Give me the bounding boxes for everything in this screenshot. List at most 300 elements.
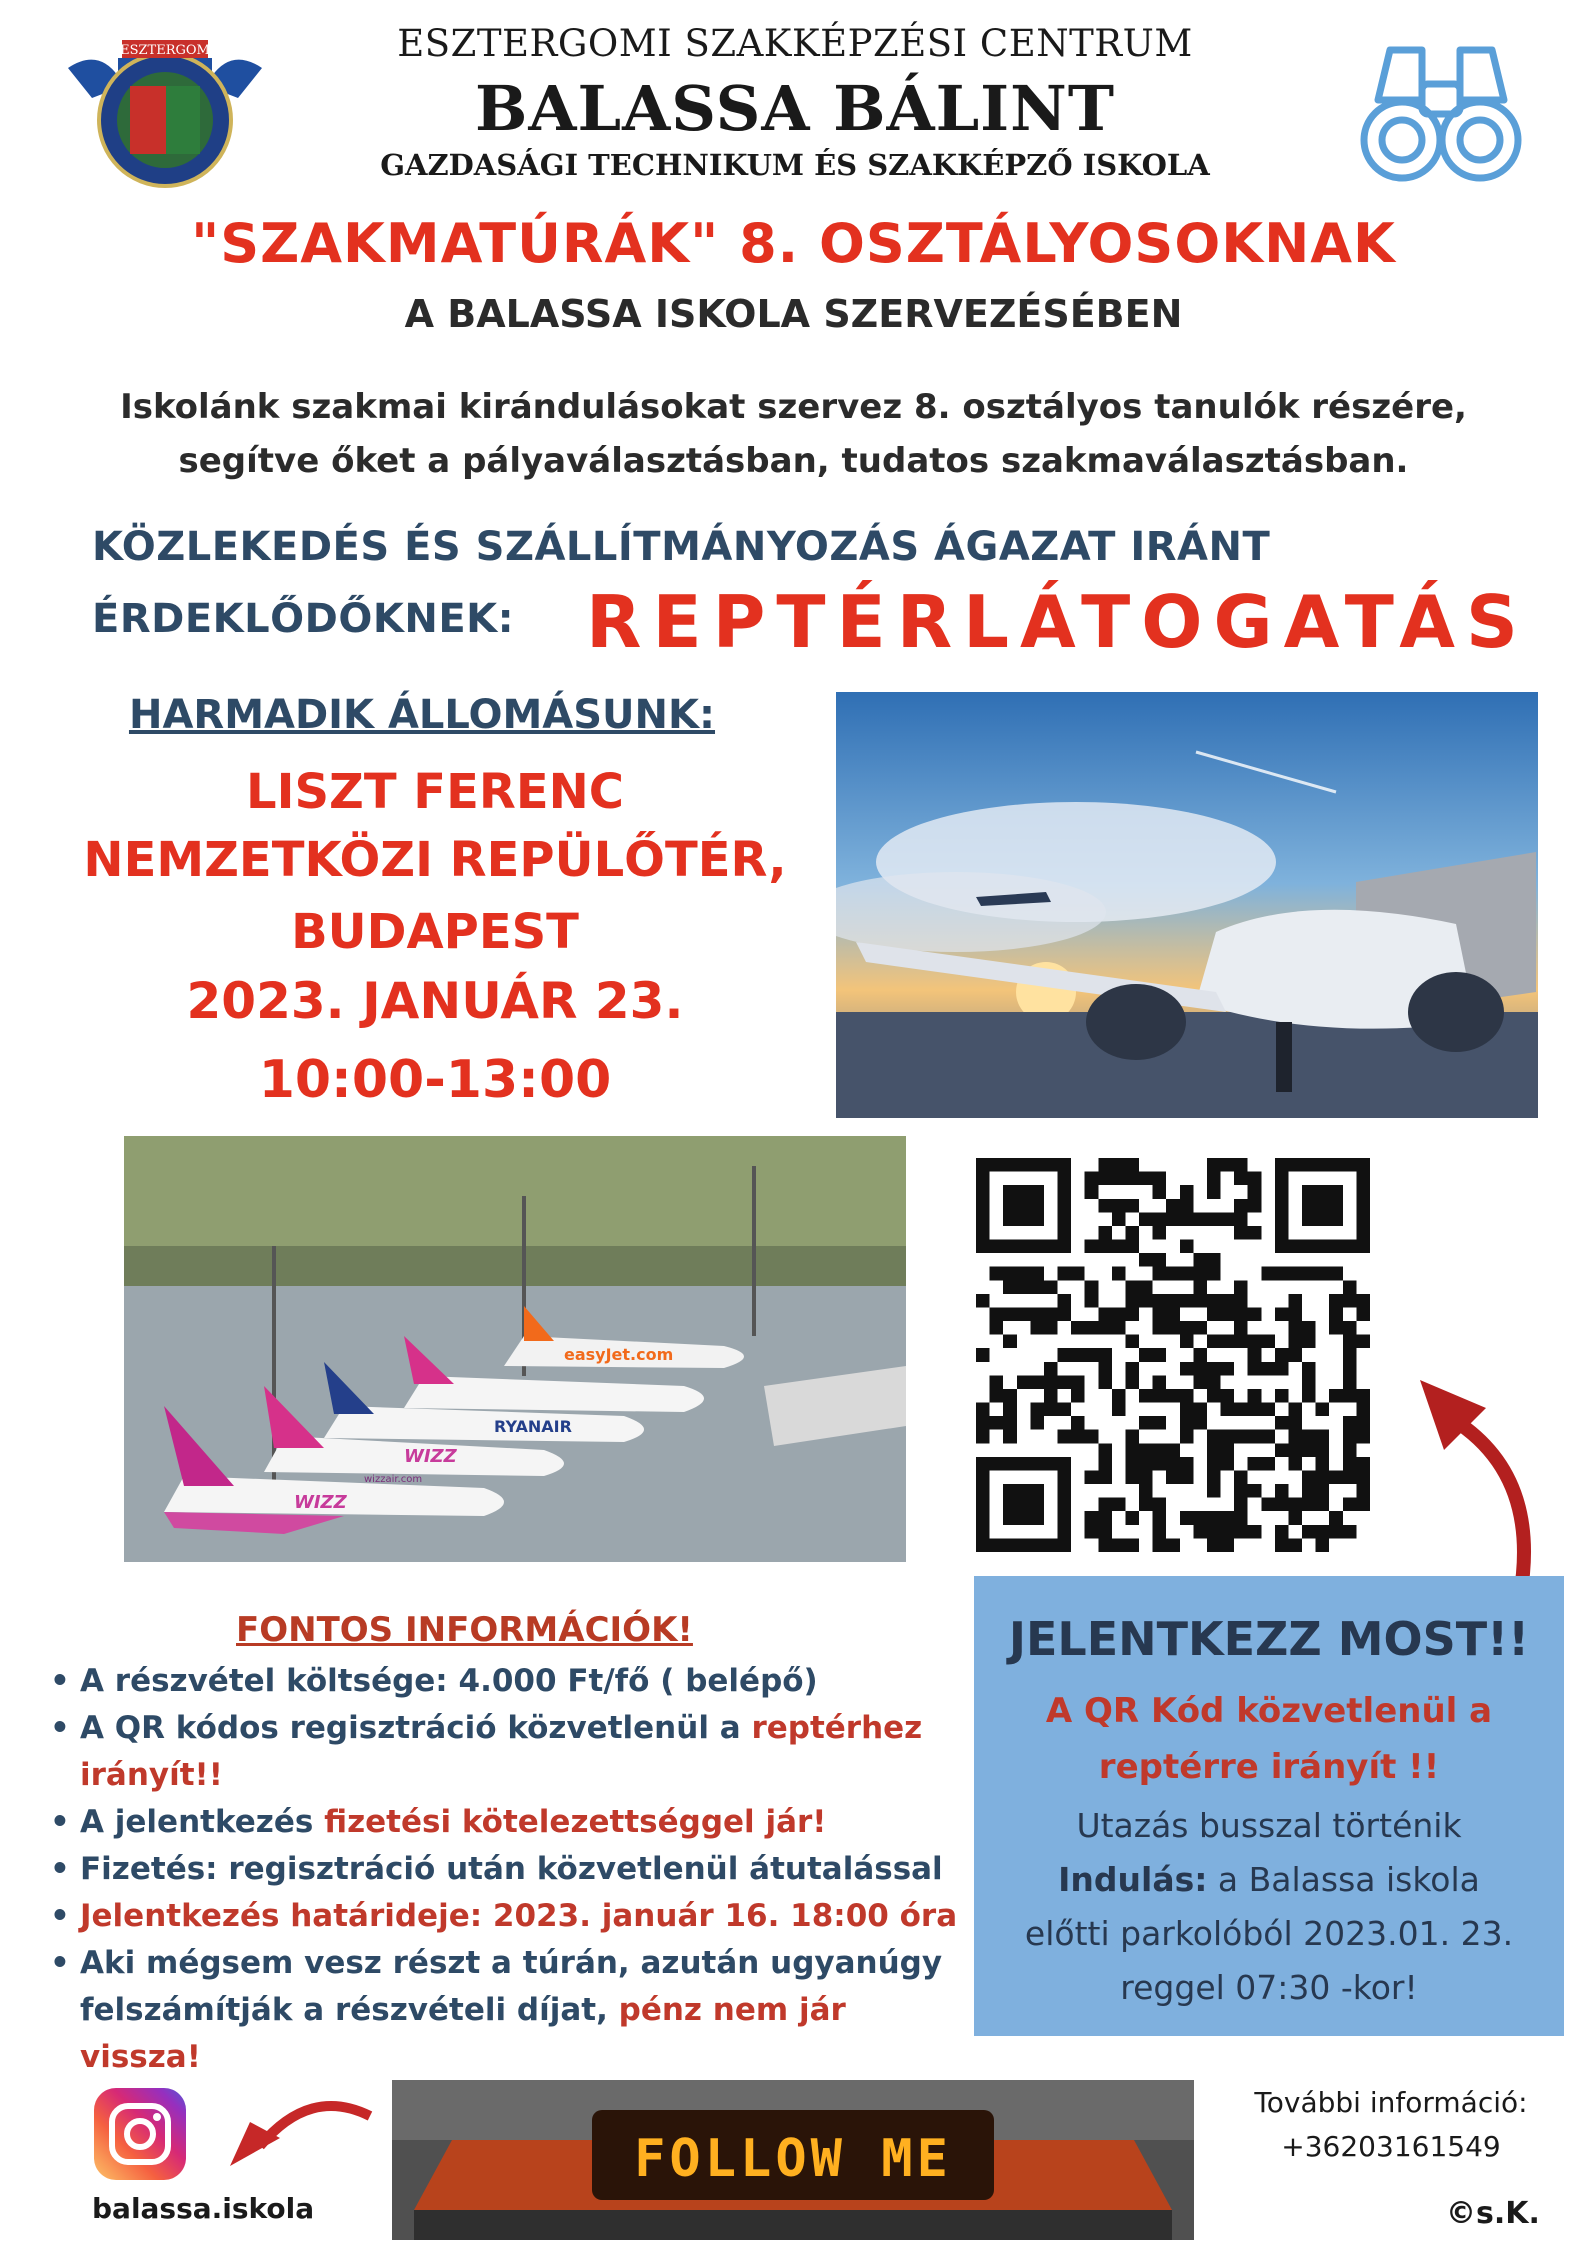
qr-module: [1275, 1348, 1289, 1362]
qr-module: [1275, 1443, 1289, 1457]
qr-module: [1207, 1538, 1221, 1552]
qr-module: [1085, 1525, 1099, 1539]
qr-module: [1207, 1253, 1221, 1267]
departure-place-date: előtti parkolóból 2023.01. 23.: [1024, 1914, 1514, 1953]
qr-module: [1248, 1172, 1262, 1186]
qr-module: [1112, 1498, 1126, 1512]
sector-line-1: KÖZLEKEDÉS ÉS SZÁLLÍTMÁNYOZÁS ÁGAZAT IRÁNT: [92, 524, 1271, 570]
qr-module: [1193, 1525, 1207, 1539]
qr-module: [1153, 1389, 1167, 1403]
qr-module: [1261, 1267, 1275, 1281]
destination-line-3: BUDAPEST: [291, 904, 579, 960]
qr-module: [1288, 1307, 1302, 1321]
qr-module: [1248, 1307, 1262, 1321]
registration-qr-code[interactable]: [976, 1158, 1370, 1552]
qr-module: [1071, 1348, 1085, 1362]
qr-module: [1356, 1470, 1370, 1484]
qr-module: [1153, 1172, 1167, 1186]
qr-module: [1316, 1538, 1330, 1552]
qr-module: [1356, 1307, 1370, 1321]
qr-module: [1139, 1457, 1153, 1471]
qr-module: [1098, 1321, 1112, 1335]
qr-module: [1234, 1212, 1248, 1226]
school-crest-logo: [58, 28, 272, 198]
qr-module: [1125, 1538, 1139, 1552]
qr-module: [1343, 1335, 1357, 1349]
qr-module: [1112, 1538, 1126, 1552]
qr-module: [1288, 1403, 1302, 1417]
qr-module: [1248, 1226, 1262, 1240]
qr-module: [1234, 1525, 1248, 1539]
qr-module: [1302, 1362, 1316, 1376]
qr-module: [1275, 1267, 1289, 1281]
qr-module: [990, 1307, 1004, 1321]
qr-module: [1125, 1335, 1139, 1349]
airport-apron-photo: [124, 1136, 906, 1562]
qr-module: [1356, 1416, 1370, 1430]
qr-module: [1071, 1267, 1085, 1281]
qr-module: [1125, 1470, 1139, 1484]
qr-module: [1139, 1294, 1153, 1308]
qr-module: [1085, 1348, 1099, 1362]
qr-module: [1261, 1403, 1275, 1417]
qr-module: [1003, 1389, 1017, 1403]
qr-module: [1153, 1307, 1167, 1321]
qr-module: [1316, 1457, 1330, 1471]
qr-module: [1085, 1240, 1099, 1254]
qr-module: [976, 1416, 990, 1430]
wizz-livery-1: WIZZ: [404, 1446, 457, 1467]
qr-module: [1098, 1307, 1112, 1321]
qr-module: [1248, 1430, 1262, 1444]
qr-module: [1234, 1172, 1248, 1186]
qr-module: [1207, 1307, 1221, 1321]
qr-module: [1234, 1158, 1248, 1172]
qr-module: [1003, 1267, 1017, 1281]
qr-module: [1275, 1389, 1289, 1403]
qr-module: [1153, 1321, 1167, 1335]
qr-module: [1193, 1321, 1207, 1335]
qr-module: [1058, 1348, 1072, 1362]
qr-module: [1125, 1294, 1139, 1308]
qr-module: [1112, 1321, 1126, 1335]
qr-module: [1098, 1240, 1112, 1254]
qr-module: [1207, 1158, 1221, 1172]
register-sub-2: reptérre irányít !!: [1098, 1747, 1440, 1787]
qr-finder-pattern: [1302, 1185, 1343, 1226]
qr-module: [1261, 1457, 1275, 1471]
qr-module: [1180, 1403, 1194, 1417]
qr-module: [1302, 1375, 1316, 1389]
qr-module: [1112, 1307, 1126, 1321]
qr-module: [1098, 1158, 1112, 1172]
qr-module: [1193, 1375, 1207, 1389]
qr-module: [1343, 1294, 1357, 1308]
qr-module: [1329, 1470, 1343, 1484]
qr-module: [1288, 1498, 1302, 1512]
qr-module: [1329, 1294, 1343, 1308]
qr-module: [1248, 1199, 1262, 1213]
qr-module: [1234, 1226, 1248, 1240]
qr-module: [1234, 1498, 1248, 1512]
qr-module: [1017, 1280, 1031, 1294]
qr-module: [1343, 1430, 1357, 1444]
qr-module: [1180, 1416, 1194, 1430]
qr-module: [1207, 1267, 1221, 1281]
qr-module: [1112, 1158, 1126, 1172]
qr-module: [1356, 1430, 1370, 1444]
qr-module: [1302, 1389, 1316, 1403]
qr-module: [1030, 1280, 1044, 1294]
qr-module: [1166, 1307, 1180, 1321]
qr-module: [1343, 1280, 1357, 1294]
qr-module: [1275, 1538, 1289, 1552]
qr-module: [1316, 1430, 1330, 1444]
qr-module: [1125, 1307, 1139, 1321]
curved-arrow-icon: [220, 2086, 380, 2186]
qr-module: [1302, 1430, 1316, 1444]
qr-module: [1356, 1389, 1370, 1403]
qr-module: [1085, 1185, 1099, 1199]
qr-module: [1207, 1185, 1221, 1199]
qr-module: [1153, 1375, 1167, 1389]
qr-module: [1153, 1185, 1167, 1199]
qr-module: [1166, 1199, 1180, 1213]
qr-module: [1153, 1498, 1167, 1512]
qr-module: [1343, 1470, 1357, 1484]
qr-module: [1003, 1335, 1017, 1349]
info-item-obligation: • A jelentkezés fizetési kötelezettséggel jár!: [46, 1799, 976, 1846]
qr-module: [1044, 1307, 1058, 1321]
qr-module: [1275, 1525, 1289, 1539]
qr-module: [1180, 1267, 1194, 1281]
qr-module: [1153, 1511, 1167, 1525]
qr-module: [1085, 1172, 1099, 1186]
qr-module: [1098, 1538, 1112, 1552]
qr-module: [1030, 1416, 1044, 1430]
qr-module: [1125, 1375, 1139, 1389]
departure-time: reggel 07:30 -kor!: [1120, 1968, 1418, 2007]
qr-module: [1139, 1348, 1153, 1362]
qr-module: [1125, 1443, 1139, 1457]
qr-module: [1003, 1416, 1017, 1430]
qr-module: [1234, 1307, 1248, 1321]
qr-module: [1166, 1267, 1180, 1281]
wizzair-livery: wizzair.com: [364, 1474, 423, 1485]
qr-module: [1248, 1484, 1262, 1498]
qr-module: [1248, 1457, 1262, 1471]
qr-module: [1166, 1443, 1180, 1457]
qr-module: [1302, 1267, 1316, 1281]
qr-module: [1234, 1403, 1248, 1417]
qr-module: [1180, 1511, 1194, 1525]
qr-module: [1234, 1335, 1248, 1349]
qr-module: [1302, 1321, 1316, 1335]
qr-module: [1193, 1416, 1207, 1430]
qr-module: [1302, 1484, 1316, 1498]
qr-module: [1275, 1484, 1289, 1498]
qr-module: [1112, 1403, 1126, 1417]
qr-module: [1085, 1321, 1099, 1335]
qr-module: [1153, 1443, 1167, 1457]
qr-module: [1139, 1416, 1153, 1430]
airplane-at-gate-photo: [836, 692, 1538, 1118]
qr-module: [1153, 1294, 1167, 1308]
qr-module: [1125, 1226, 1139, 1240]
qr-module: [1112, 1389, 1126, 1403]
qr-module: [1261, 1335, 1275, 1349]
qr-module: [1248, 1185, 1262, 1199]
qr-module: [1221, 1511, 1235, 1525]
qr-finder-pattern: [1003, 1484, 1044, 1525]
qr-module: [1343, 1321, 1357, 1335]
ryanair-livery: RYANAIR: [494, 1417, 572, 1436]
qr-module: [1221, 1403, 1235, 1417]
qr-module: [1221, 1538, 1235, 1552]
qr-module: [1017, 1267, 1031, 1281]
qr-module: [1166, 1457, 1180, 1471]
follow-me-text: FOLLOW ME: [634, 2129, 952, 2189]
qr-module: [1112, 1212, 1126, 1226]
qr-module: [1221, 1457, 1235, 1471]
info-item-no-refund: • Aki mégsem vesz részt a túrán, azután ugyanúgy felszámítják a részvételi díjat, pénz nem jár vissza!: [46, 1940, 976, 2081]
qr-module: [1044, 1403, 1058, 1417]
qr-module: [1153, 1538, 1167, 1552]
qr-module: [1221, 1212, 1235, 1226]
instagram-icon[interactable]: [94, 2088, 186, 2180]
qr-module: [1207, 1470, 1221, 1484]
qr-module: [1193, 1511, 1207, 1525]
qr-module: [1180, 1185, 1194, 1199]
qr-module: [990, 1389, 1004, 1403]
qr-module: [1125, 1457, 1139, 1471]
qr-module: [1180, 1457, 1194, 1471]
qr-module: [1180, 1321, 1194, 1335]
qr-module: [1275, 1416, 1289, 1430]
qr-module: [1071, 1375, 1085, 1389]
qr-module: [1030, 1375, 1044, 1389]
qr-module: [1125, 1280, 1139, 1294]
qr-module: [1207, 1525, 1221, 1539]
qr-module: [1030, 1321, 1044, 1335]
qr-module: [1207, 1172, 1221, 1186]
qr-module: [1112, 1267, 1126, 1281]
qr-module: [1180, 1240, 1194, 1254]
qr-module: [1085, 1511, 1099, 1525]
qr-module: [1221, 1443, 1235, 1457]
qr-module: [1207, 1511, 1221, 1525]
qr-module: [1316, 1403, 1330, 1417]
qr-module: [990, 1321, 1004, 1335]
qr-module: [1180, 1470, 1194, 1484]
qr-module: [1193, 1348, 1207, 1362]
qr-module: [1044, 1375, 1058, 1389]
qr-module: [1302, 1498, 1316, 1512]
qr-module: [1003, 1307, 1017, 1321]
qr-module: [1221, 1525, 1235, 1539]
qr-module: [1098, 1362, 1112, 1376]
qr-module: [1153, 1525, 1167, 1539]
qr-module: [1098, 1470, 1112, 1484]
qr-module: [1261, 1430, 1275, 1444]
qr-module: [1248, 1403, 1262, 1417]
info-item-payment: • Fizetés: regisztráció után közvetlenül átutalással: [46, 1846, 976, 1893]
qr-module: [1343, 1389, 1357, 1403]
qr-module: [1058, 1375, 1072, 1389]
qr-module: [1288, 1294, 1302, 1308]
header-centre-name: ESZTERGOMI SZAKKÉPZÉSI CENTRUM: [397, 22, 1193, 65]
qr-module: [1166, 1294, 1180, 1308]
qr-module: [1085, 1280, 1099, 1294]
qr-module: [1180, 1430, 1194, 1444]
qr-module: [1343, 1525, 1357, 1539]
qr-module: [1288, 1430, 1302, 1444]
qr-module: [1153, 1348, 1167, 1362]
qr-module: [1139, 1389, 1153, 1403]
register-sub-1: A QR Kód közvetlenül a: [1045, 1691, 1493, 1731]
qr-module: [1139, 1470, 1153, 1484]
info-list: [46, 1658, 976, 2081]
qr-module: [1044, 1280, 1058, 1294]
qr-module: [1003, 1280, 1017, 1294]
qr-module: [1044, 1389, 1058, 1403]
qr-module: [976, 1403, 990, 1417]
qr-module: [1288, 1443, 1302, 1457]
qr-module: [1030, 1267, 1044, 1281]
intro-line-1: Iskolánk szakmai kirándulásokat szervez 8. osztályos tanulók részére,: [120, 387, 1467, 427]
qr-module: [1316, 1267, 1330, 1281]
qr-module: [1125, 1199, 1139, 1213]
qr-module: [1030, 1307, 1044, 1321]
qr-module: [1288, 1335, 1302, 1349]
qr-module: [1356, 1335, 1370, 1349]
qr-module: [1207, 1389, 1221, 1403]
qr-module: [1288, 1321, 1302, 1335]
qr-module: [1166, 1538, 1180, 1552]
qr-module: [1261, 1362, 1275, 1376]
register-now-heading: JELENTKEZZ MOST!!: [1008, 1612, 1530, 1666]
qr-finder-pattern: [1003, 1185, 1044, 1226]
qr-module: [1316, 1525, 1330, 1539]
qr-module: [1234, 1321, 1248, 1335]
qr-module: [1248, 1362, 1262, 1376]
more-info-label: További információ:: [1254, 2086, 1528, 2119]
qr-module: [1153, 1267, 1167, 1281]
qr-module: [1193, 1267, 1207, 1281]
sector-line-2: ÉRDEKLŐDŐKNEK:: [92, 596, 515, 642]
qr-module: [1139, 1484, 1153, 1498]
qr-module: [1098, 1443, 1112, 1457]
qr-module: [1125, 1240, 1139, 1254]
qr-module: [1058, 1307, 1072, 1321]
qr-module: [1030, 1403, 1044, 1417]
qr-module: [1234, 1470, 1248, 1484]
qr-module: [1112, 1240, 1126, 1254]
qr-module: [1343, 1362, 1357, 1376]
qr-module: [1125, 1430, 1139, 1444]
info-item-cost: • A részvétel költsége: 4.000 Ft/fő ( belépő): [46, 1658, 976, 1705]
qr-module: [1071, 1321, 1085, 1335]
qr-module: [1221, 1362, 1235, 1376]
qr-module: [1288, 1267, 1302, 1281]
qr-module: [1343, 1443, 1357, 1457]
qr-module: [1098, 1199, 1112, 1213]
qr-module: [1207, 1375, 1221, 1389]
qr-module: [1316, 1470, 1330, 1484]
qr-module: [1234, 1430, 1248, 1444]
intro-text: [40, 380, 1547, 488]
qr-module: [1356, 1294, 1370, 1308]
qr-module: [1329, 1321, 1343, 1335]
qr-module: [1180, 1294, 1194, 1308]
header-school-name: BALASSA BÁLINT: [475, 72, 1115, 145]
copyright-mark: ©s.K.: [1446, 2196, 1540, 2231]
qr-module: [1343, 1375, 1357, 1389]
qr-module: [976, 1430, 990, 1444]
qr-module: [1302, 1525, 1316, 1539]
qr-module: [1356, 1484, 1370, 1498]
contact-phone[interactable]: +36203161549: [1281, 2130, 1501, 2163]
qr-module: [1302, 1443, 1316, 1457]
qr-module: [1153, 1457, 1167, 1471]
qr-module: [1207, 1457, 1221, 1471]
info-item-deadline: • Jelentkezés határideje: 2023. január 16. 18:00 óra: [46, 1893, 976, 1940]
qr-module: [1329, 1525, 1343, 1539]
qr-module: [1221, 1430, 1235, 1444]
qr-module: [1139, 1172, 1153, 1186]
qr-module: [1139, 1443, 1153, 1457]
wizz-livery-2: WIZZ: [294, 1492, 347, 1513]
qr-module: [1017, 1375, 1031, 1389]
qr-module: [1153, 1226, 1167, 1240]
qr-module: [1221, 1294, 1235, 1308]
qr-module: [1125, 1511, 1139, 1525]
qr-module: [1329, 1389, 1343, 1403]
qr-module: [1329, 1307, 1343, 1321]
qr-module: [1098, 1498, 1112, 1512]
qr-module: [1221, 1307, 1235, 1321]
info-title: FONTOS INFORMÁCIÓK!: [236, 1610, 693, 1650]
event-date: 2023. JANUÁR 23.: [186, 972, 684, 1030]
qr-module: [1058, 1267, 1072, 1281]
qr-module: [1153, 1212, 1167, 1226]
qr-module: [1139, 1212, 1153, 1226]
qr-module: [1288, 1538, 1302, 1552]
destination-line-1: LISZT FERENC: [246, 764, 624, 820]
qr-module: [1207, 1484, 1221, 1498]
qr-module: [1180, 1335, 1194, 1349]
departure-label: Indulás:: [1058, 1860, 1208, 1899]
qr-module: [1139, 1498, 1153, 1512]
qr-module: [1193, 1362, 1207, 1376]
qr-module: [1044, 1321, 1058, 1335]
qr-module: [1234, 1280, 1248, 1294]
qr-module: [1112, 1172, 1126, 1186]
qr-module: [1207, 1443, 1221, 1457]
qr-module: [1288, 1416, 1302, 1430]
qr-module: [1180, 1199, 1194, 1213]
instagram-handle[interactable]: balassa.iskola: [92, 2192, 315, 2225]
qr-module: [1098, 1375, 1112, 1389]
intro-line-2: segítve őket a pályaválasztásban, tudatos szakmaválasztásban.: [178, 441, 1409, 481]
qr-module: [1180, 1389, 1194, 1403]
qr-module: [990, 1267, 1004, 1281]
station-label: HARMADIK ÁLLOMÁSUNK:: [128, 692, 716, 738]
qr-module: [1207, 1212, 1221, 1226]
binoculars-icon: [1360, 30, 1522, 190]
qr-module: [1288, 1511, 1302, 1525]
qr-module: [1234, 1484, 1248, 1498]
